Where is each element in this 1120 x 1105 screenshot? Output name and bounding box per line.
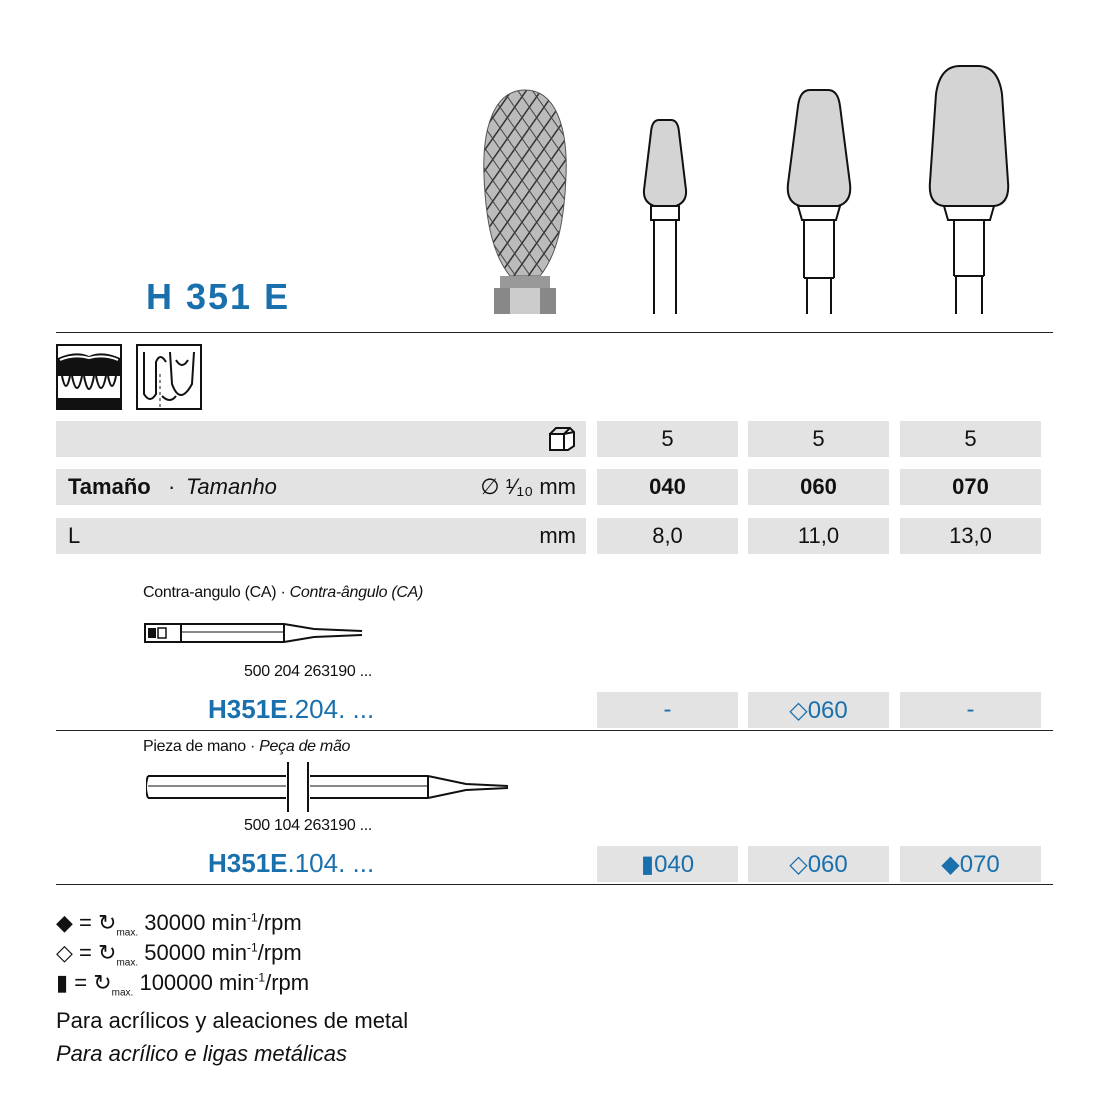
handpiece-shank-icon	[146, 762, 512, 812]
length-040: 8,0	[597, 518, 738, 554]
legend-sub: max.	[111, 987, 134, 999]
legend-row-3	[56, 970, 309, 998]
pack-row-label	[56, 421, 586, 457]
rotation-icon: ↻	[93, 970, 112, 995]
ca-reference: 500 204 263190 ...	[244, 663, 373, 680]
legend-sup: -1	[247, 940, 258, 955]
legend-unit: /rpm	[265, 970, 310, 995]
hp-cell-060: ◇060	[748, 846, 889, 882]
description-pt: Para acrílico e ligas metálicas	[56, 1041, 348, 1066]
ca-cell-040: -	[597, 692, 738, 728]
legend-symbol: ◆	[56, 910, 73, 935]
rotation-icon: ↻	[98, 910, 117, 935]
hp-reference: 500 104 263190 ...	[244, 817, 373, 834]
pack-qty-060: 5	[748, 421, 889, 457]
size-060: 060	[748, 469, 889, 505]
description-es: Para acrílicos y aleaciones de metal	[56, 1008, 409, 1033]
length-060: 11,0	[748, 518, 889, 554]
legend-symbol: ▮	[56, 970, 69, 995]
package-icon	[548, 426, 576, 452]
ca-cell-060: ◇060	[748, 692, 889, 728]
hp-label-es: Pieza de mano ·	[143, 738, 256, 755]
legend-sup: -1	[247, 910, 258, 925]
hp-code-rest: .104. ...	[287, 848, 375, 878]
bur-drawing-060	[784, 88, 854, 314]
hp-label-pt: Peça de mão	[259, 738, 351, 755]
legend-speed: 50000 min	[144, 940, 248, 965]
tooth-section-icon	[136, 344, 202, 410]
ca-code-rest: .204. ...	[287, 694, 375, 724]
size-row-label	[56, 469, 586, 505]
legend-row-2	[56, 940, 302, 968]
legend-eq: =	[74, 970, 88, 995]
ca-code-bold: H351E	[208, 694, 288, 724]
ca-label-pt: Contra-ângulo (CA)	[289, 584, 423, 601]
rotation-icon: ↻	[98, 940, 117, 965]
hp-code-bold: H351E	[208, 848, 288, 878]
divider	[56, 332, 1053, 333]
size-label-pt: Tamanho	[186, 474, 277, 499]
size-040: 040	[597, 469, 738, 505]
bur-drawing-070	[926, 64, 1012, 314]
length-070: 13,0	[900, 518, 1041, 554]
length-row-label	[56, 518, 586, 554]
bur-drawing-040	[640, 118, 690, 314]
legend-eq: =	[79, 940, 92, 965]
ca-order-code	[208, 694, 374, 725]
hp-cell-040: ▮040	[597, 846, 738, 882]
contra-angle-shank-icon	[144, 620, 366, 646]
dentures-icon	[56, 344, 122, 410]
legend-unit: /rpm	[257, 910, 302, 935]
ca-cell-070: -	[900, 692, 1041, 728]
legend-row-1	[56, 910, 302, 938]
legend-speed: 30000 min	[144, 910, 248, 935]
pack-qty-040: 5	[597, 421, 738, 457]
legend-sub: max.	[116, 927, 139, 939]
pack-qty-070: 5	[900, 421, 1041, 457]
hp-order-code	[208, 848, 374, 879]
bur-photo	[470, 86, 580, 314]
ca-label	[143, 584, 423, 602]
legend-eq: =	[79, 910, 92, 935]
size-separator: ·	[168, 474, 176, 499]
legend-sub: max.	[116, 957, 139, 969]
hp-label	[143, 738, 350, 756]
divider	[56, 884, 1053, 885]
legend-sup: -1	[254, 970, 266, 985]
divider	[56, 730, 1053, 731]
legend-speed: 100000 min	[139, 970, 255, 995]
hp-cell-070: ◆070	[900, 846, 1041, 882]
size-unit: ∅ ¹⁄₁₀ mm	[480, 474, 576, 499]
length-label: L	[68, 523, 81, 548]
size-070: 070	[900, 469, 1041, 505]
ca-label-es: Contra-angulo (CA) ·	[143, 584, 286, 601]
legend-symbol: ◇	[56, 940, 73, 965]
size-label-es: Tamaño	[68, 474, 151, 499]
legend-unit: /rpm	[257, 940, 302, 965]
length-unit: mm	[539, 523, 576, 548]
product-title: H 351 E	[146, 276, 291, 317]
